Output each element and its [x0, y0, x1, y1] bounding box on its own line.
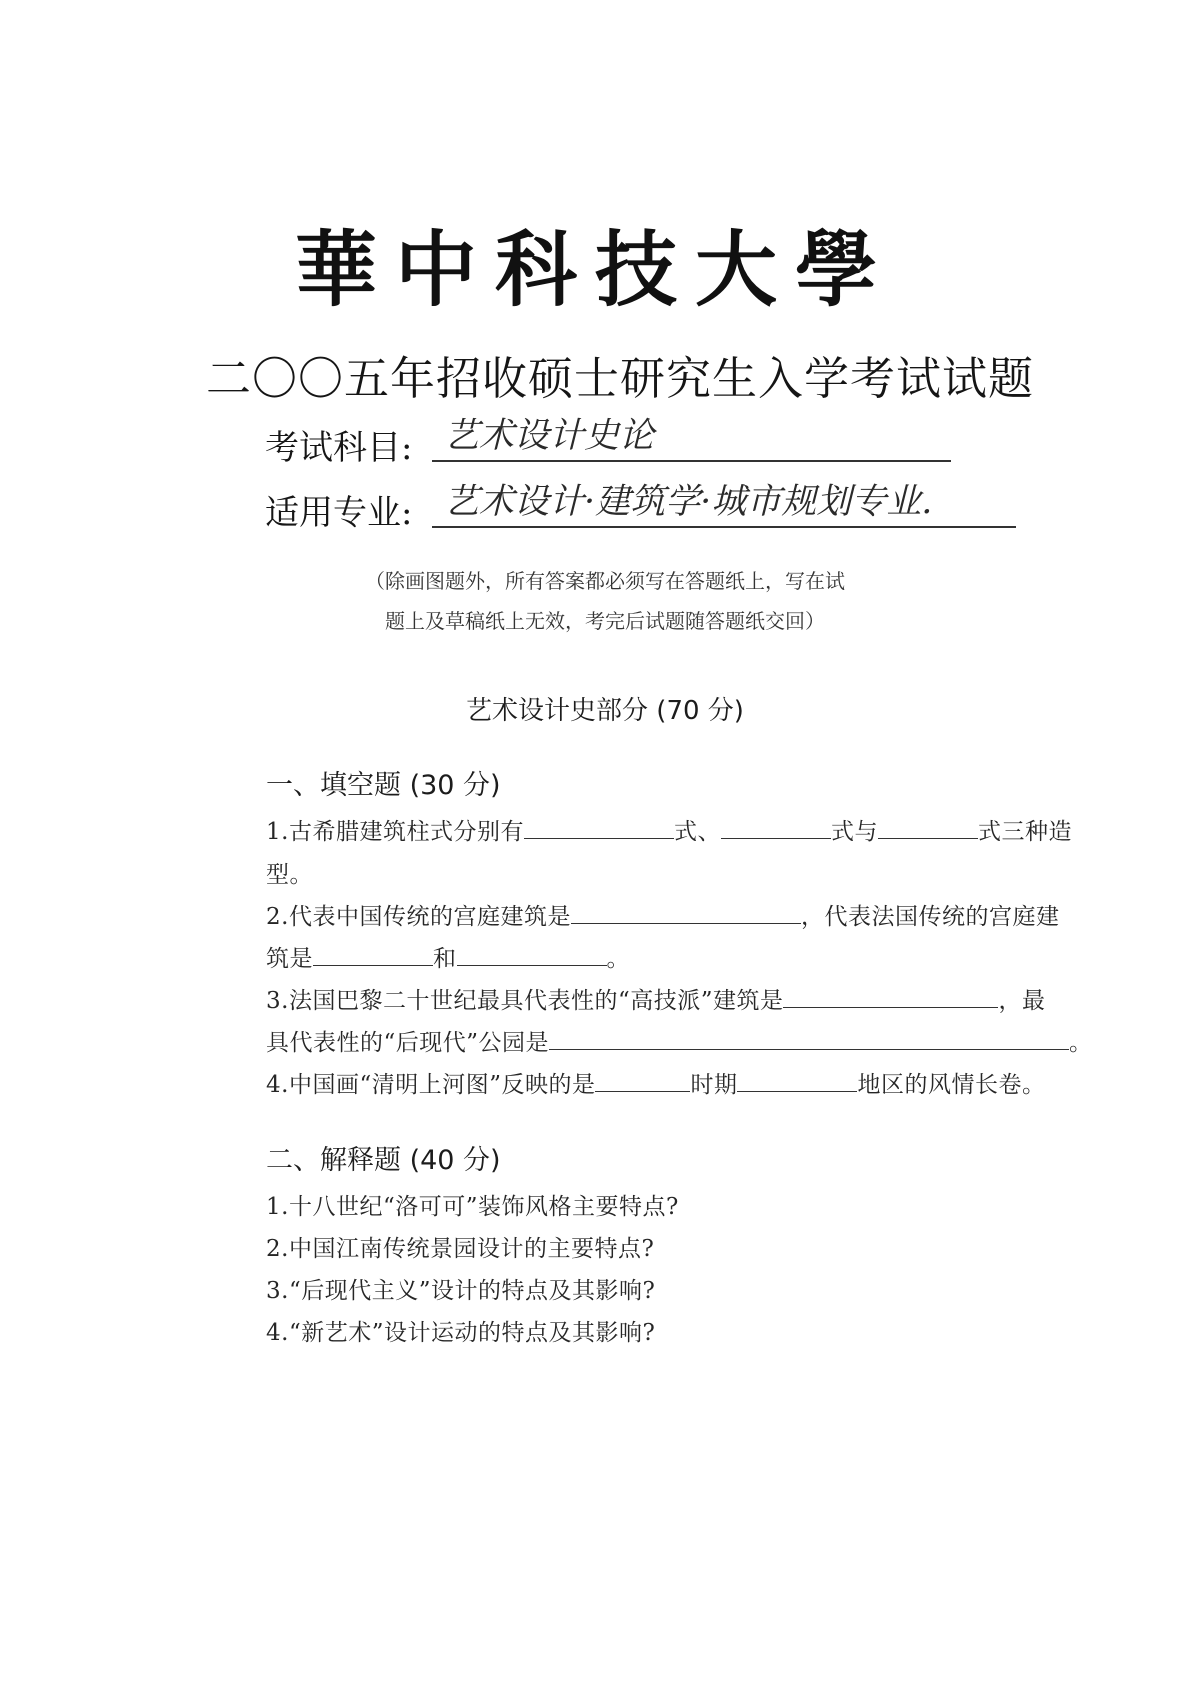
question-4-text: 时期: [690, 1072, 738, 1098]
question-1-text: 式与: [830, 819, 878, 845]
question-4-text: 4.中国画“清明上河图”反映的是: [266, 1072, 596, 1098]
instruction-note-line-1: （除画图题外，所有答案都必须写在答题纸上，写在试: [365, 569, 845, 593]
question-2-continued: [266, 940, 630, 973]
answer-blank: [549, 1031, 1069, 1050]
question-3: [266, 982, 1045, 1015]
answer-blank: [721, 820, 831, 839]
answer-blank: [878, 820, 978, 839]
question-3-text: ，最: [998, 988, 1046, 1014]
question-2-text: 和: [433, 946, 457, 972]
major-value: 艺术设计·建筑学·城市规划专业.: [432, 474, 1016, 528]
question-2-text: 2.代表中国传统的宫庭建筑是: [266, 904, 571, 930]
answer-blank: [313, 947, 433, 966]
explanation-question-3: 3.“后现代主义”设计的特点及其影响?: [266, 1278, 656, 1304]
explanation-question-2: 2.中国江南传统景园设计的主要特点?: [266, 1236, 655, 1262]
part-title: 艺术设计史部分 (70 分): [466, 696, 744, 726]
section-fill-in-title: 一、填空题 (30 分): [266, 770, 501, 801]
question-1: [266, 813, 1072, 846]
question-4-text: 地区的风情长卷。: [857, 1072, 1046, 1098]
subject-value: 艺术设计史论: [432, 408, 951, 462]
question-1-continued: 型。: [266, 862, 313, 888]
answer-blank: [457, 947, 607, 966]
question-3-text: 具代表性的“后现代”公园是: [266, 1030, 550, 1056]
explanation-question-1: 1.十八世纪“洛可可”装饰风格主要特点?: [266, 1194, 679, 1220]
section-explanation-title: 二、解释题 (40 分): [266, 1145, 501, 1176]
answer-blank: [571, 905, 801, 924]
subject-label: 考试科目:: [265, 428, 413, 468]
question-2-text: 筑是: [266, 946, 313, 972]
question-1-text: 式、: [673, 819, 721, 845]
question-3-text: 。: [1069, 1030, 1093, 1056]
exam-title: 二〇〇五年招收硕士研究生入学考试试题: [205, 352, 1034, 405]
question-2-text: ，代表法国传统的宫庭建: [800, 904, 1060, 930]
answer-blank: [783, 989, 998, 1008]
question-3-continued: [266, 1024, 1093, 1057]
major-label: 适用专业:: [265, 493, 413, 533]
question-1-text: 1.古希腊建筑柱式分别有: [266, 819, 524, 845]
explanation-question-4: 4.“新艺术”设计运动的特点及其影响?: [266, 1320, 656, 1346]
question-3-text: 3.法国巴黎二十世纪最具代表性的“高技派”建筑是: [266, 988, 784, 1014]
instruction-note-line-2: 题上及草稿纸上无效，考完后试题随答题纸交回）: [385, 609, 825, 633]
answer-blank: [737, 1073, 857, 1092]
question-2: [266, 898, 1059, 931]
answer-blank: [524, 820, 674, 839]
answer-blank: [595, 1073, 690, 1092]
university-name: 華中科技大學: [294, 222, 895, 318]
question-2-text: 。: [606, 946, 630, 972]
question-4: [266, 1066, 1045, 1099]
question-1-text: 式三种造: [977, 819, 1072, 845]
